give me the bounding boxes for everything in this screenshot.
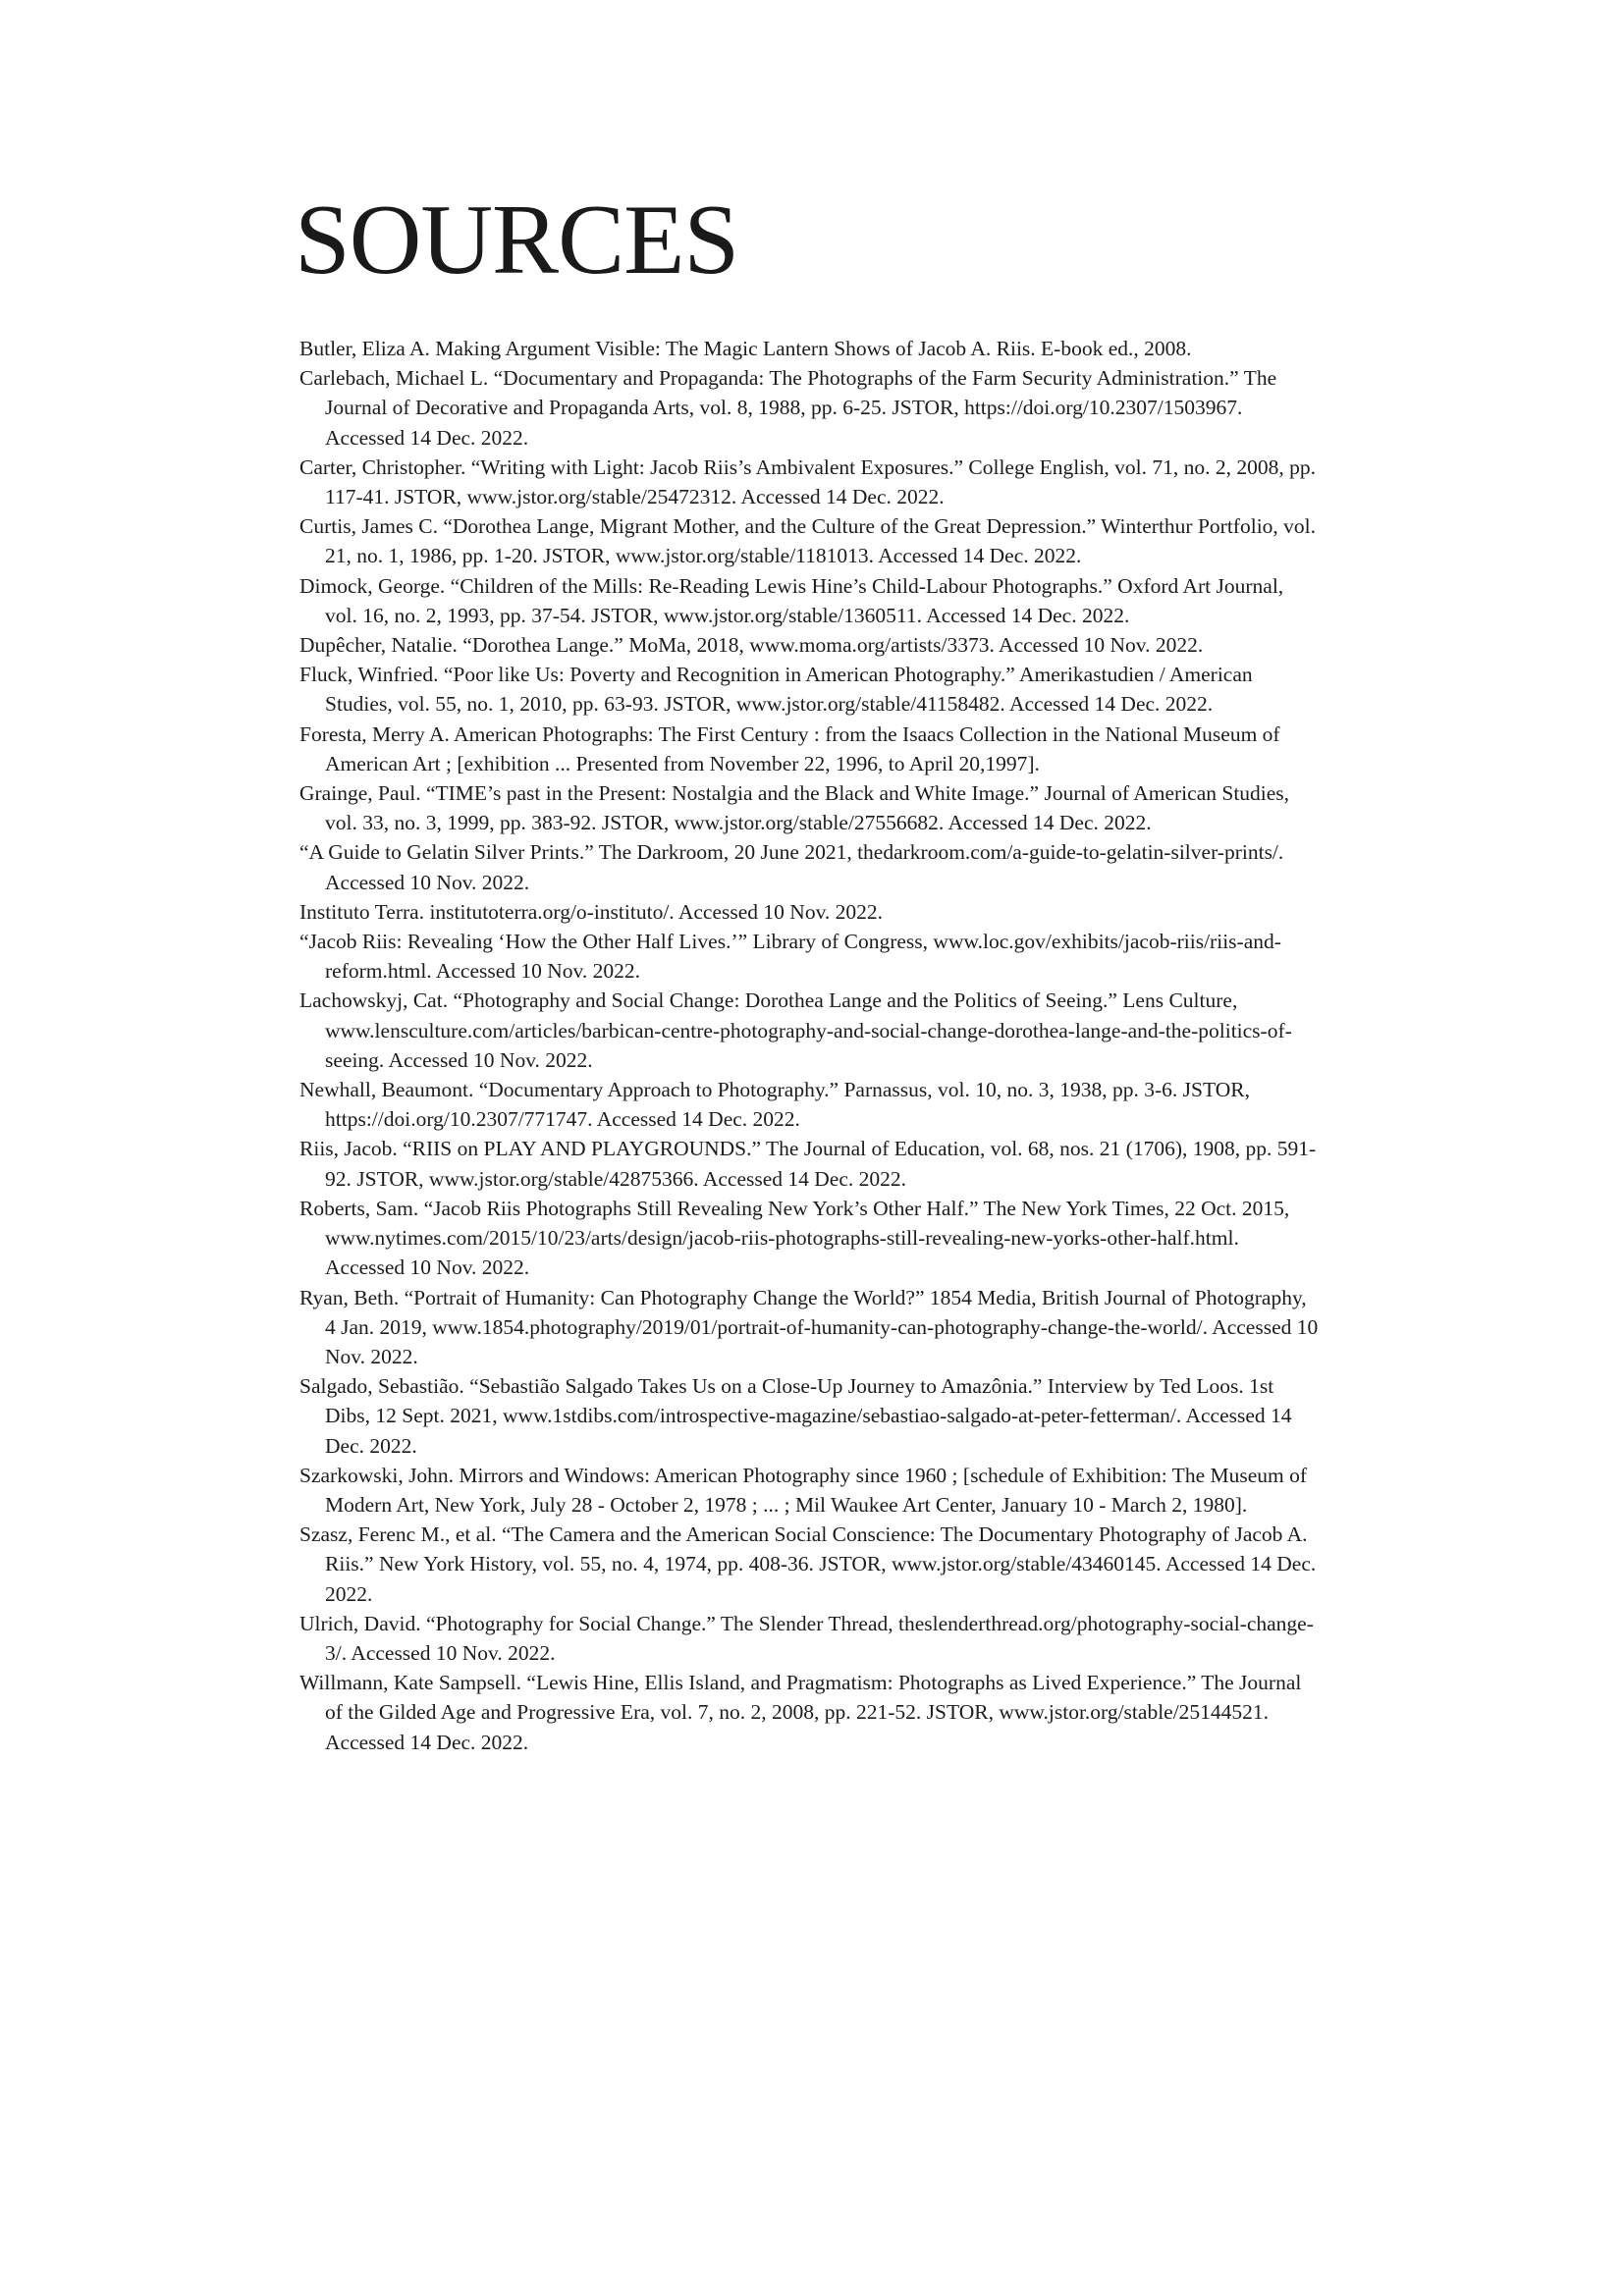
bibliography-entry: Szasz, Ferenc M., et al. “The Camera and the American Social Conscience: The Documentary Photography of Jacob A. Riis.” New York History, vol. 55, no. 4, 1974, pp. 408-36. JSTOR, www.jstor.org/stable/43460145. Accessed 14 Dec. 2022. [299, 1522, 1317, 1606]
bibliography-entry: Riis, Jacob. “RIIS on PLAY AND PLAYGROUNDS.” The Journal of Education, vol. 68, nos. 21 (1706), 1908, pp. 591-92. JSTOR, www.jstor.org/stable/42875366. Accessed 14 Dec. 2022. [299, 1137, 1317, 1191]
bibliography-entry: Grainge, Paul. “TIME’s past in the Present: Nostalgia and the Black and White Image.” Journal of American Studies, vol. 33, no. 3, 1999, pp. 383-92. JSTOR, www.jstor.org/stable/27556682. Accessed 14 Dec. 2022. [299, 781, 1290, 835]
bibliography-entry: Carter, Christopher. “Writing with Light: Jacob Riis’s Ambivalent Exposures.” College English, vol. 71, no. 2, 2008, pp. 117-41. JSTOR, www.jstor.org/stable/25472312. Accessed 14 Dec. 2022. [299, 454, 1316, 509]
bibliography-entry: Willmann, Kate Sampsell. “Lewis Hine, Ellis Island, and Pragmatism: Photographs as Lived Experience.” The Journal of the Gilded Age and Progressive Era, vol. 7, no. 2, 2008, pp. 221-52. JSTOR, www.jstor.org/stable/25144521. Accessed 14 Dec. 2022. [299, 1671, 1302, 1754]
page-title: SOURCES [295, 185, 739, 295]
bibliography-entry: Instituto Terra. institutoterra.org/o-instituto/. Accessed 10 Nov. 2022. [299, 899, 884, 924]
bibliography-entry: “Jacob Riis: Revealing ‘How the Other Half Lives.’” Library of Congress, www.loc.gov/exhibits/jacob-riis/riis-and-reform.html. Accessed 10 Nov. 2022. [299, 930, 1281, 984]
bibliography-entry: Szarkowski, John. Mirrors and Windows: American Photography since 1960 ; [schedule of Exhibition: The Museum of Modern Art, New York, July 28 - October 2, 1978 ; ... ; Mil Waukee Art Center, January 10 - March 2, 1980]. [299, 1463, 1308, 1517]
bibliography-entry: Ryan, Beth. “Portrait of Humanity: Can Photography Change the World?” 1854 Media, British Journal of Photography, 4 Jan. 2019, www.1854.photography/2019/01/portrait-of-humanity-can-photography-change-the-world/. Accessed 10 Nov. 2022. [299, 1285, 1319, 1368]
bibliography-entry: Newhall, Beaumont. “Documentary Approach to Photography.” Parnassus, vol. 10, no. 3, 1938, pp. 3-6. JSTOR, https://doi.org/10.2307/771747. Accessed 14 Dec. 2022. [299, 1078, 1250, 1132]
bibliography-entry: Dupêcher, Natalie. “Dorothea Lange.” MoMa, 2018, www.moma.org/artists/3373. Accessed 10 Nov. 2022. [299, 633, 1204, 658]
bibliography-entry: Curtis, James C. “Dorothea Lange, Migrant Mother, and the Culture of the Great Depression.” Winterthur Portfolio, vol. 21, no. 1, 1986, pp. 1-20. JSTOR, www.jstor.org/stable/1181013. Accessed 14 Dec. 2022. [299, 514, 1317, 568]
bibliography-entry: Fluck, Winfried. “Poor like Us: Poverty and Recognition in American Photography.” Amerikastudien / American Studies, vol. 55, no. 1, 2010, pp. 63-93. JSTOR, www.jstor.org/stable/41158482. Accessed 14 Dec. 2022. [299, 663, 1253, 717]
bibliography-entry: Dimock, George. “Children of the Mills: Re-Reading Lewis Hine’s Child-Labour Photographs.” Oxford Art Journal, vol. 16, no. 2, 1993, pp. 37-54. JSTOR, www.jstor.org/stable/1360511. Accessed 14 Dec. 2022. [299, 573, 1284, 627]
bibliography-entry: Salgado, Sebastião. “Sebastião Salgado Takes Us on a Close-Up Journey to Amazônia.” Interview by Ted Loos. 1st Dibs, 12 Sept. 2021, www.1stdibs.com/introspective-magazine/sebastiao-salgado-at-peter-fetterman/. Accessed 14 Dec. 2022. [299, 1374, 1292, 1458]
bibliography-entry: Ulrich, David. “Photography for Social Change.” The Slender Thread, theslenderthread.org/photography-social-change-3/. Accessed 10 Nov. 2022. [299, 1611, 1314, 1665]
bibliography-entry: Lachowskyj, Cat. “Photography and Social Change: Dorothea Lange and the Politics of Seeing.” Lens Culture, www.lensculture.com/articles/barbican-centre-photography-and-social-change-dorothea-lange-and-the-politics-of-seeing. Accessed 10 Nov. 2022. [299, 988, 1292, 1072]
bibliography-entry: Butler, Eliza A. Making Argument Visible: The Magic Lantern Shows of Jacob A. Riis. E-book ed., 2008. [299, 337, 1192, 360]
bibliography-entry: Carlebach, Michael L. “Documentary and Propaganda: The Photographs of the Farm Security Administration.” The Journal of Decorative and Propaganda Arts, vol. 8, 1988, pp. 6-25. JSTOR, https://doi.org/10.2307/1503967. Accessed 14 Dec. 2022. [299, 366, 1277, 450]
bibliography-entry: Roberts, Sam. “Jacob Riis Photographs Still Revealing New York’s Other Half.” The New York Times, 22 Oct. 2015, www.nytimes.com/2015/10/23/arts/design/jacob-riis-photographs-still-revealing-new-yorks-other-half.html. Accessed 10 Nov. 2022. [299, 1196, 1290, 1280]
bibliography-list [299, 334, 1321, 1757]
bibliography-entry: Foresta, Merry A. American Photographs: The First Century : from the Isaacs Collection in the National Museum of American Art ; [exhibition ... Presented from November 22, 1996, to April 20,1997]. [299, 721, 1280, 775]
bibliography-entry: “A Guide to Gelatin Silver Prints.” The Darkroom, 20 June 2021, thedarkroom.com/a-guide-to-gelatin-silver-prints/. Accessed 10 Nov. 2022. [299, 840, 1284, 894]
